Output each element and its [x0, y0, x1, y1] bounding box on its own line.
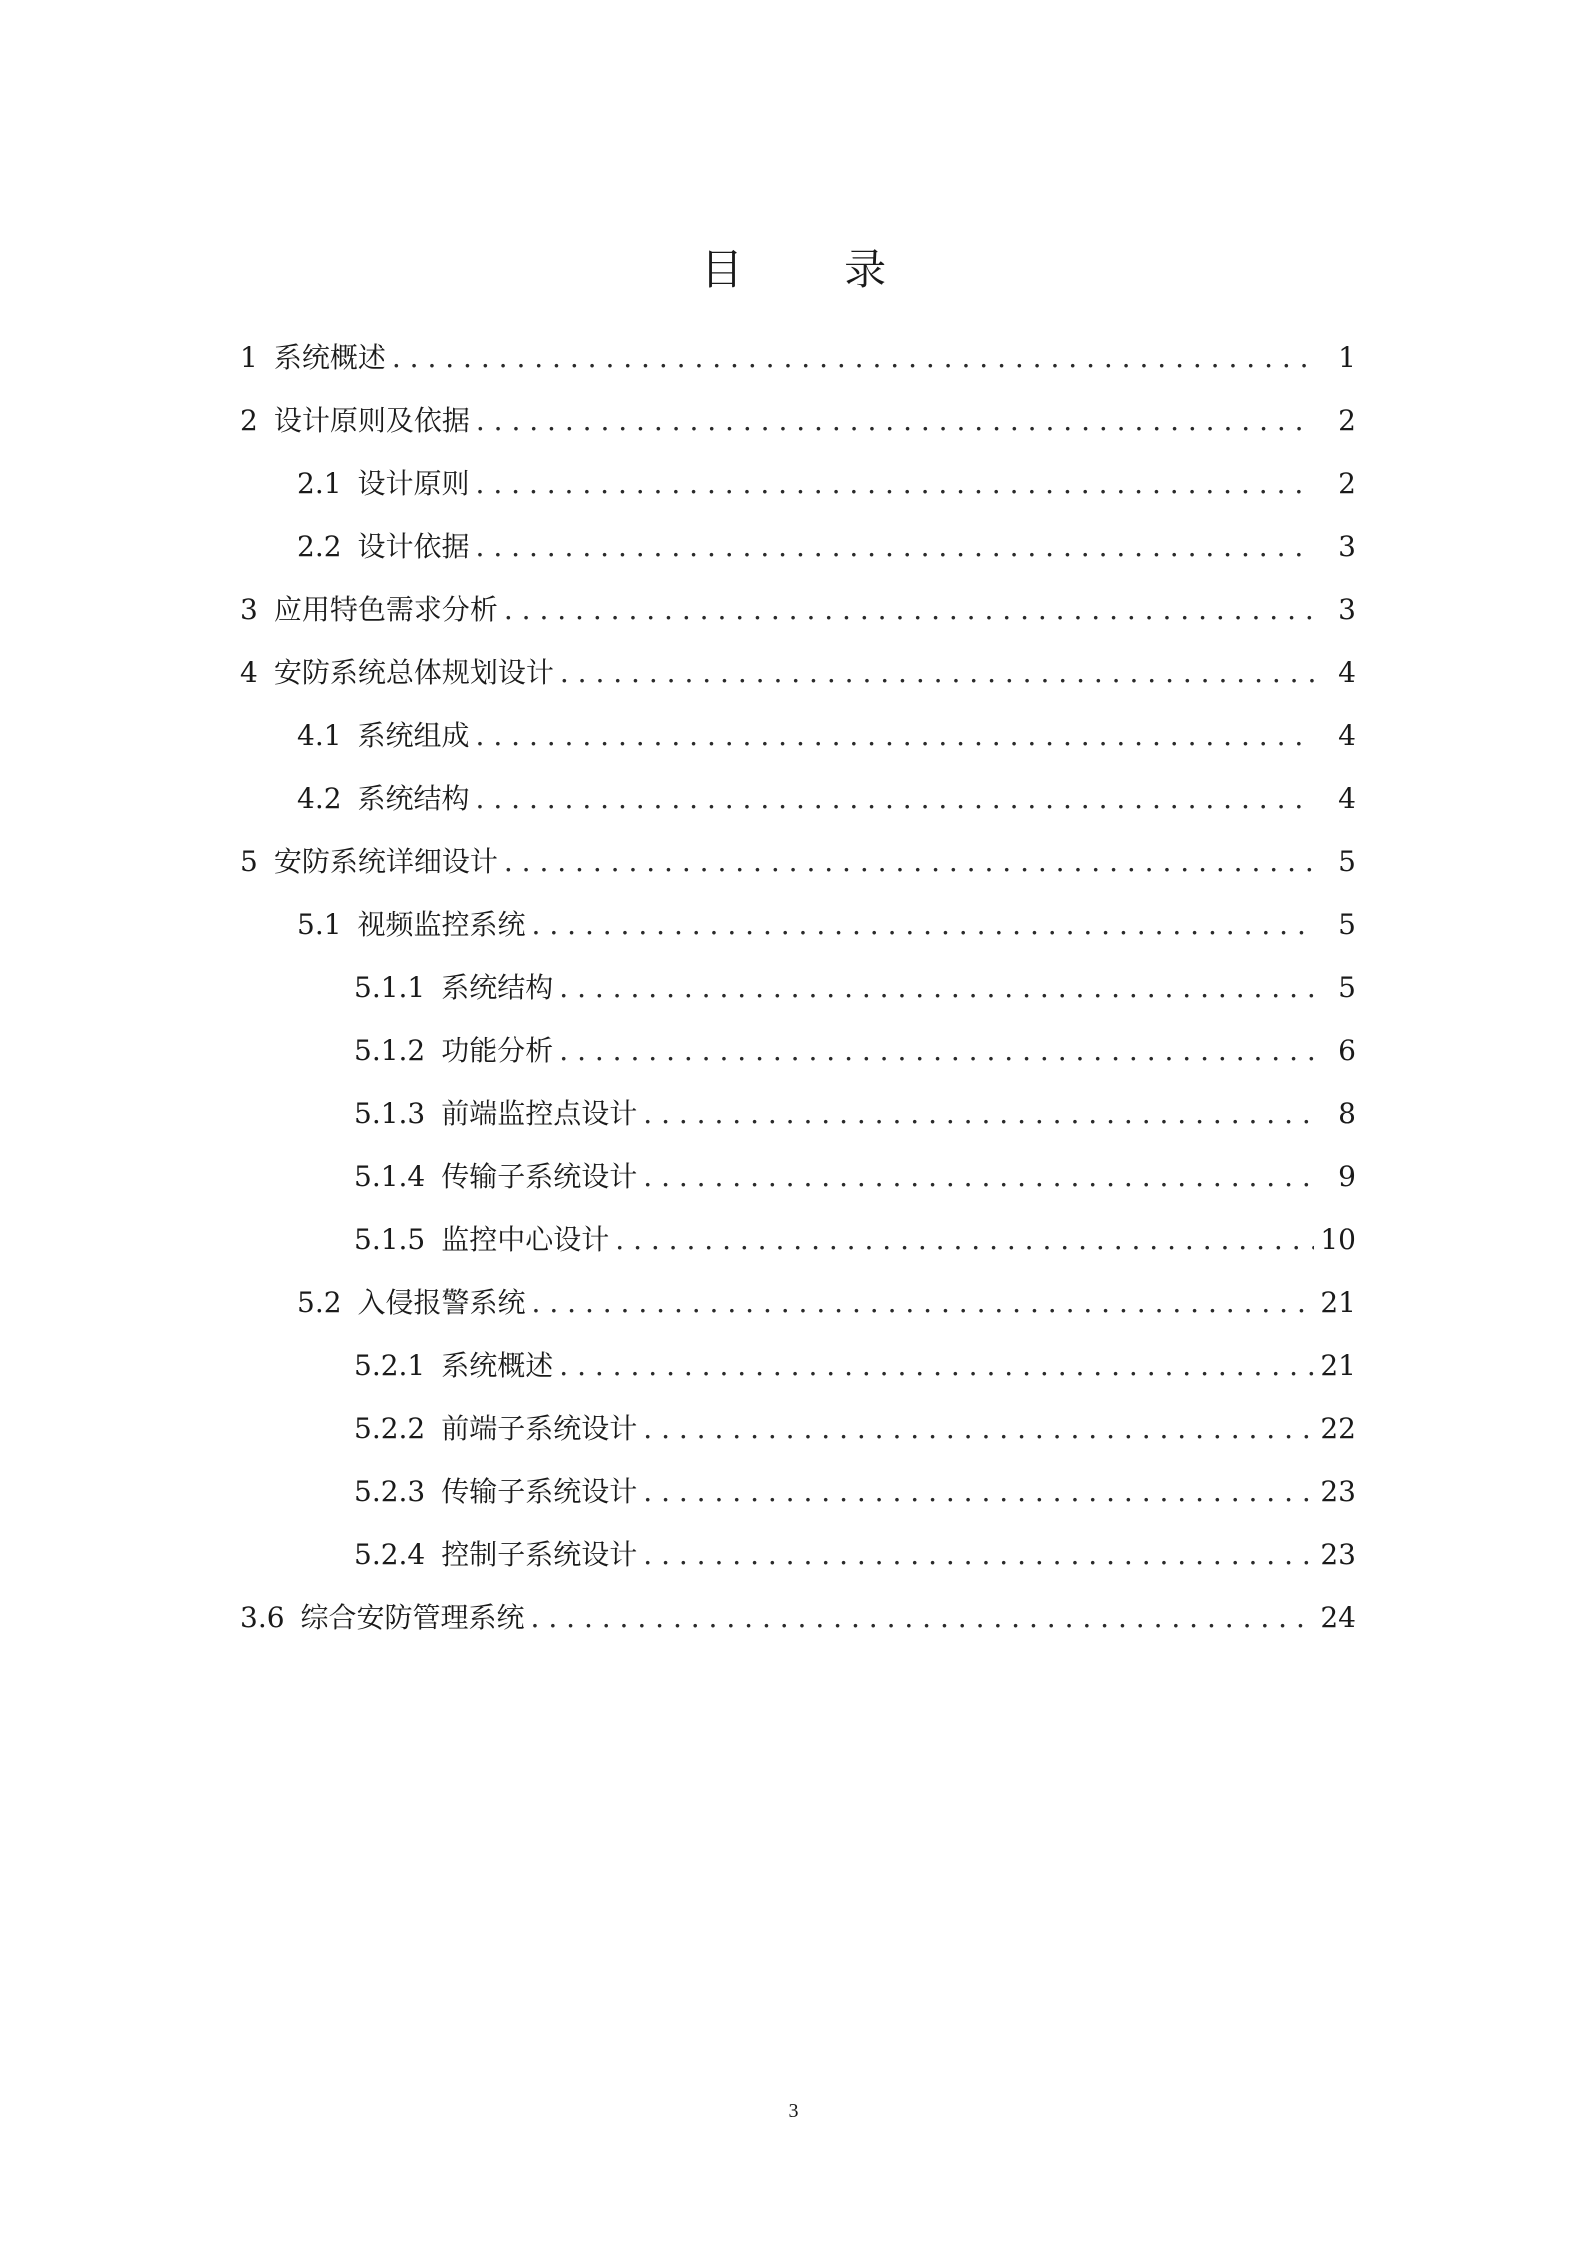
- entry-number: 2.1: [297, 466, 342, 500]
- entry-title: 传输子系统设计: [441, 1159, 638, 1193]
- entry-number: 4: [240, 655, 258, 689]
- dot-leader: [531, 1598, 1314, 1638]
- entry-title: 系统概述: [441, 1348, 554, 1382]
- toc-entry[interactable]: [240, 1082, 1356, 1145]
- dot-leader: [560, 653, 1314, 693]
- entry-title: 应用特色需求分析: [273, 592, 498, 626]
- entry-number: 2: [240, 403, 258, 437]
- entry-page-number: 5: [1338, 907, 1356, 941]
- entry-page-number: 10: [1320, 1222, 1356, 1256]
- dot-leader: [504, 590, 1314, 630]
- entry-title: 安防系统总体规划设计: [273, 655, 554, 689]
- dot-leader: [643, 1157, 1314, 1197]
- entry-title: 入侵报警系统: [357, 1285, 526, 1319]
- entry-page-number: 4: [1338, 718, 1356, 752]
- dot-leader: [559, 1346, 1314, 1386]
- entry-number: 4.1: [297, 718, 342, 752]
- entry-page-number: 2: [1338, 403, 1356, 437]
- entry-title: 传输子系统设计: [441, 1474, 638, 1508]
- entry-page-number: 24: [1320, 1600, 1356, 1634]
- toc-title: 目 录: [700, 245, 931, 294]
- entry-page-number: 23: [1320, 1537, 1356, 1571]
- entry-page-number: 9: [1338, 1159, 1356, 1193]
- entry-title: 前端监控点设计: [441, 1096, 638, 1130]
- entry-title: 视频监控系统: [357, 907, 526, 941]
- dot-leader: [643, 1409, 1314, 1449]
- toc-entry[interactable]: [240, 389, 1356, 452]
- entry-number: 5.2.2: [354, 1411, 426, 1445]
- dot-leader: [643, 1472, 1314, 1512]
- dot-leader: [392, 338, 1314, 378]
- entry-title: 综合安防管理系统: [300, 1600, 525, 1634]
- toc-entry[interactable]: [240, 1145, 1356, 1208]
- toc-entry[interactable]: [240, 1271, 1356, 1334]
- table-of-contents: [240, 326, 1356, 1649]
- entry-number: 5.1.3: [354, 1096, 426, 1130]
- entry-title: 系统概述: [273, 340, 386, 374]
- entry-number: 5.2: [297, 1285, 342, 1319]
- entry-title: 设计依据: [357, 529, 470, 563]
- toc-entry[interactable]: [240, 641, 1356, 704]
- entry-page-number: 8: [1338, 1096, 1356, 1130]
- entry-title: 系统结构: [441, 970, 554, 1004]
- toc-entry[interactable]: [240, 1397, 1356, 1460]
- entry-page-number: 4: [1338, 655, 1356, 689]
- entry-title: 前端子系统设计: [441, 1411, 638, 1445]
- dot-leader: [532, 1283, 1314, 1323]
- entry-page-number: 4: [1338, 781, 1356, 815]
- toc-entry[interactable]: [240, 1019, 1356, 1082]
- entry-number: 5: [240, 844, 258, 878]
- dot-leader: [476, 779, 1314, 819]
- entry-number: 5.1.4: [354, 1159, 426, 1193]
- dot-leader: [476, 464, 1314, 504]
- entry-number: 2.2: [297, 529, 342, 563]
- entry-page-number: 21: [1320, 1348, 1356, 1382]
- entry-number: 5.1.2: [354, 1033, 426, 1067]
- toc-entry[interactable]: [240, 452, 1356, 515]
- entry-title: 安防系统详细设计: [273, 844, 498, 878]
- entry-page-number: 2: [1338, 466, 1356, 500]
- entry-number: 3.6: [240, 1600, 285, 1634]
- toc-entry[interactable]: [240, 326, 1356, 389]
- entry-number: 5.2.3: [354, 1474, 426, 1508]
- dot-leader: [559, 968, 1314, 1008]
- entry-title: 系统组成: [357, 718, 470, 752]
- dot-leader: [559, 1031, 1314, 1071]
- entry-page-number: 5: [1338, 844, 1356, 878]
- entry-title: 设计原则及依据: [273, 403, 470, 437]
- entry-title: 设计原则: [357, 466, 470, 500]
- toc-entry[interactable]: [240, 1334, 1356, 1397]
- entry-title: 功能分析: [441, 1033, 554, 1067]
- dot-leader: [476, 716, 1314, 756]
- entry-number: 5.1.5: [354, 1222, 426, 1256]
- dot-leader: [476, 527, 1314, 567]
- dot-leader: [476, 401, 1314, 441]
- entry-number: 1: [240, 340, 258, 374]
- dot-leader: [615, 1220, 1314, 1260]
- dot-leader: [532, 905, 1314, 945]
- entry-page-number: 21: [1320, 1285, 1356, 1319]
- entry-number: 5.2.1: [354, 1348, 426, 1382]
- toc-entry[interactable]: [240, 767, 1356, 830]
- toc-entry[interactable]: [240, 1208, 1356, 1271]
- toc-entry[interactable]: [240, 830, 1356, 893]
- entry-page-number: 3: [1338, 529, 1356, 563]
- dot-leader: [643, 1535, 1314, 1575]
- entry-number: 5.2.4: [354, 1537, 426, 1571]
- footer-page-number: 3: [788, 2100, 799, 2122]
- entry-title: 监控中心设计: [441, 1222, 610, 1256]
- dot-leader: [643, 1094, 1314, 1134]
- entry-page-number: 22: [1320, 1411, 1356, 1445]
- toc-entry[interactable]: [240, 704, 1356, 767]
- dot-leader: [504, 842, 1314, 882]
- entry-number: 5.1: [297, 907, 342, 941]
- entry-number: 3: [240, 592, 258, 626]
- entry-page-number: 1: [1338, 340, 1356, 374]
- toc-entry[interactable]: [240, 956, 1356, 1019]
- toc-entry[interactable]: [240, 1460, 1356, 1523]
- entry-title: 系统结构: [357, 781, 470, 815]
- entry-page-number: 6: [1338, 1033, 1356, 1067]
- entry-page-number: 5: [1338, 970, 1356, 1004]
- entry-page-number: 23: [1320, 1474, 1356, 1508]
- toc-entry[interactable]: [240, 578, 1356, 641]
- entry-number: 5.1.1: [354, 970, 426, 1004]
- toc-entry[interactable]: [240, 1586, 1356, 1649]
- toc-entry[interactable]: [240, 893, 1356, 956]
- toc-entry[interactable]: [240, 1523, 1356, 1586]
- entry-page-number: 3: [1338, 592, 1356, 626]
- entry-number: 4.2: [297, 781, 342, 815]
- entry-title: 控制子系统设计: [441, 1537, 638, 1571]
- toc-entry[interactable]: [240, 515, 1356, 578]
